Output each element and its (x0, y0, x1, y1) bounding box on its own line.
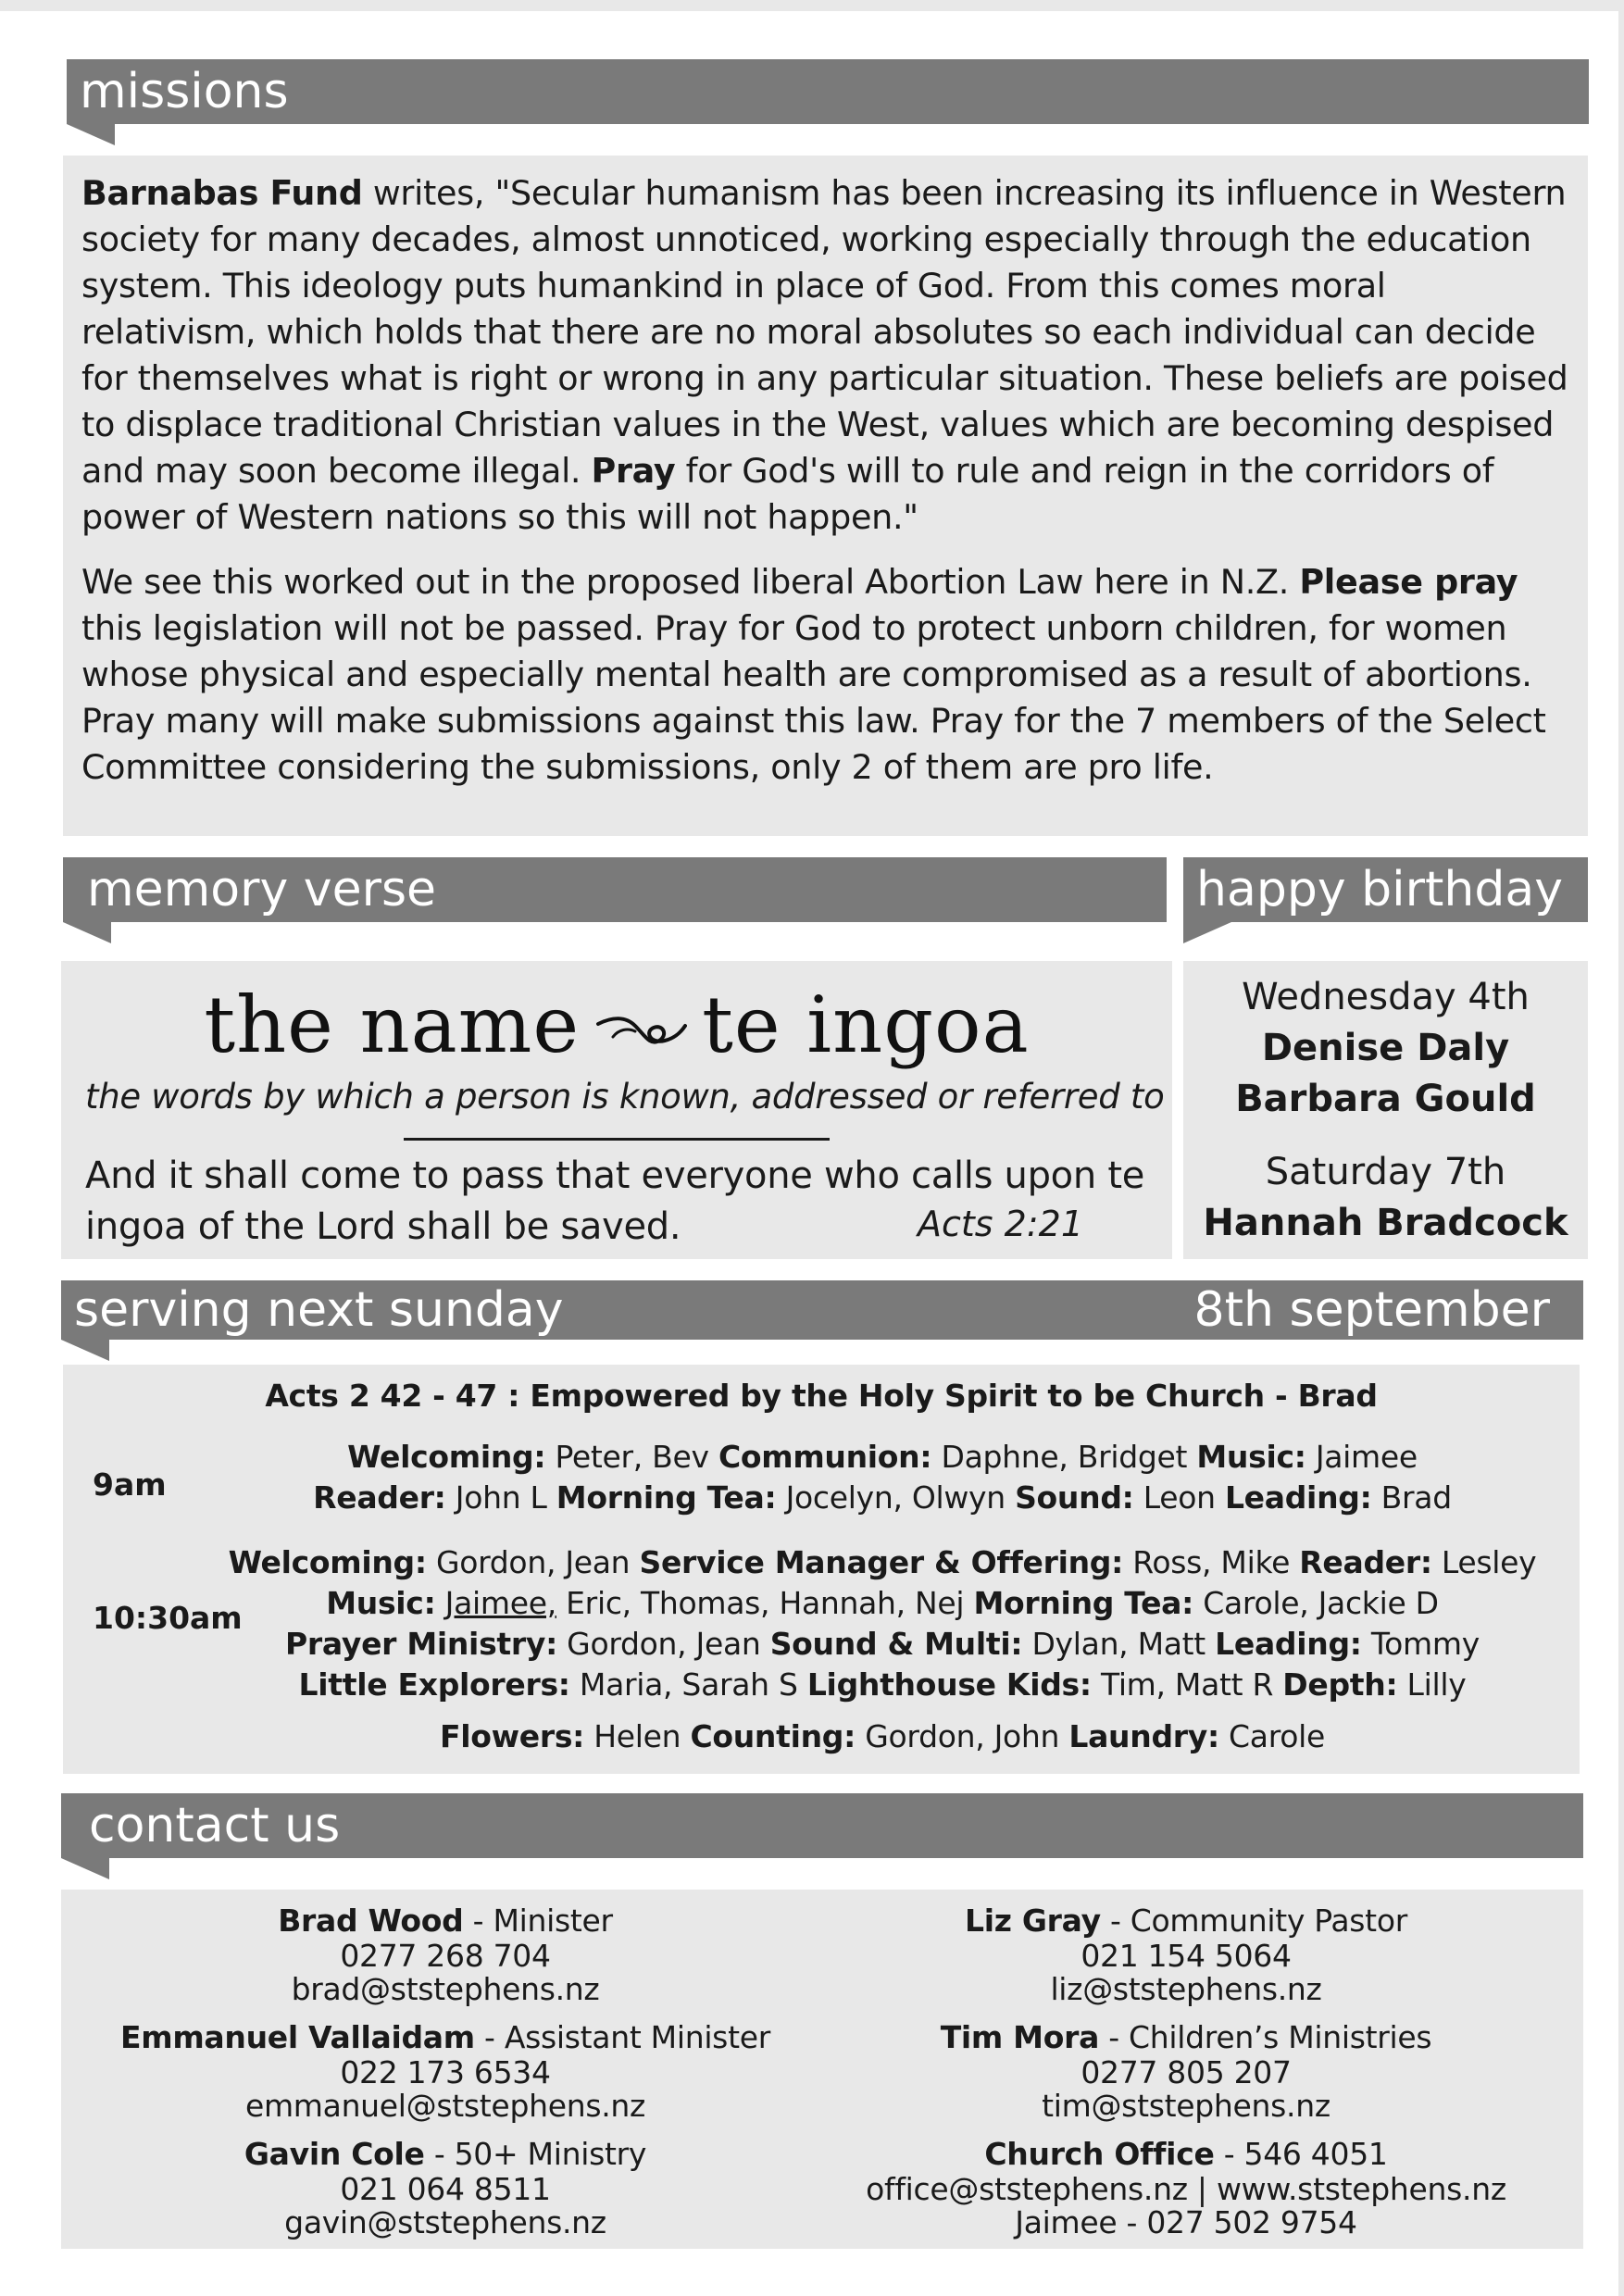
roster-label: Lighthouse Kids: (806, 1666, 1092, 1703)
roster-line (211, 1437, 1554, 1478)
contact-email: brad@ststephens.nz (291, 1971, 600, 2007)
verse-title-maori: te ingoa (702, 980, 1030, 1070)
contact-role: - Children’s Ministries (1099, 2019, 1432, 2055)
top-strip (0, 0, 1624, 11)
contact-name: Emmanuel Vallaidam (120, 2019, 475, 2055)
roster-label: Welcoming: (228, 1544, 427, 1580)
service-9am-roster (211, 1437, 1554, 1518)
extra-roster (211, 1716, 1554, 1757)
contact-column-left (61, 1903, 830, 2252)
roster-label: Depth: (1282, 1666, 1398, 1703)
contact-panel (61, 1890, 1583, 2249)
roster-label: Counting: (690, 1718, 856, 1754)
contact-phone: - 546 4051 (1214, 2136, 1388, 2172)
roster-value: Dylan, Matt (1022, 1626, 1216, 1662)
roster-value: Gordon, John (856, 1718, 1069, 1754)
birthday-name: Hannah Bradcock (1203, 1202, 1568, 1244)
roster-label: Communion: (718, 1439, 932, 1475)
contact-phone: 0277 805 207 (1081, 2054, 1292, 2090)
roster-label: Laundry: (1068, 1718, 1219, 1754)
roster-value: Gordon, Jean (426, 1544, 640, 1580)
roster-line (211, 1665, 1554, 1705)
verse-reference: Acts 2:21 (918, 1204, 1083, 1244)
contact-name: Liz Gray (965, 1903, 1101, 1939)
missions-panel (63, 156, 1588, 836)
birthday-panel (1183, 961, 1588, 1259)
right-edge-strip (1618, 0, 1624, 2296)
roster-value-underlined: Jaimee, (444, 1585, 556, 1621)
contact-entry-title (61, 1903, 830, 1940)
roster-value: Jaimee (1305, 1439, 1418, 1475)
header-tab (63, 922, 111, 943)
missions-pray: Pray (591, 451, 676, 491)
missions-text-1b: for God's will to rule and reign in the corridors of power of Western nations so this will not happen." (81, 451, 1494, 537)
roster-label: Little Explorers: (298, 1666, 570, 1703)
roster-line (211, 1624, 1554, 1665)
roster-label: Sound: (1015, 1479, 1134, 1516)
contact-web: office@ststephens.nz | www.ststephens.nz (866, 2171, 1506, 2207)
roster-label: Morning Tea: (973, 1585, 1194, 1621)
missions-header (67, 59, 1589, 124)
service-time-9am: 9am (93, 1466, 167, 1503)
contact-spacer (802, 2123, 1570, 2136)
header-tab (61, 1858, 109, 1879)
roster-value: Helen (584, 1718, 691, 1754)
birthday-header (1183, 857, 1588, 922)
roster-label: Sound & Multi: (769, 1626, 1023, 1662)
contact-name: Brad Wood (278, 1903, 464, 1939)
roster-label: Morning Tea: (556, 1479, 777, 1516)
roster-label: Music: (1196, 1439, 1306, 1475)
missions-text-2b: this legislation will not be passed. Pray for God to protect unborn children, for women whose physical and especially mental health are compromised as a result of abortions. Pray many will make submissions against this law. Pray for the 7 members of the Select Committee considering the submissions, only 2 of them are pro life. (81, 608, 1546, 787)
verse-divider (404, 1138, 830, 1141)
contact-email: gavin@ststephens.nz (284, 2204, 606, 2240)
contact-name: Tim Mora (940, 2019, 1100, 2055)
header-tab (67, 124, 115, 145)
contact-phone: 0277 268 704 (340, 1938, 551, 1974)
roster-value: Tim, Matt R (1091, 1666, 1283, 1703)
contact-role: - Assistant Minister (474, 2019, 770, 2055)
contact-email: tim@ststephens.nz (1042, 2088, 1330, 2124)
roster-line (211, 1542, 1554, 1583)
contact-entry-title (61, 2019, 830, 2056)
verse-line-2: ingoa of the Lord shall be saved. (85, 1205, 681, 1248)
memory-verse-header (63, 857, 1167, 922)
roster-value: Carole (1218, 1718, 1326, 1754)
birthday-header-title: happy birthday (1196, 862, 1563, 917)
contact-phone: 022 173 6534 (340, 2054, 551, 2090)
roster-value: John L (445, 1479, 556, 1516)
roster-value: Daphne, Bridget (931, 1439, 1197, 1475)
serving-panel (63, 1365, 1580, 1774)
contact-column-right (802, 1903, 1570, 2240)
roster-label: Flowers: (439, 1718, 585, 1754)
contact-spacer (61, 2123, 830, 2136)
roster-label: Service Manager & Offering: (639, 1544, 1124, 1580)
memory-verse-header-title: memory verse (87, 862, 437, 917)
roster-label: Welcoming: (347, 1439, 546, 1475)
memory-verse-panel (61, 961, 1172, 1259)
contact-entry-title (802, 1903, 1570, 1940)
sermon-text: Acts 2 42 - 47 : Empowered by the Holy Spirit to be Church - Brad (265, 1378, 1378, 1414)
birthday-name: Denise Daly (1261, 1027, 1510, 1069)
header-tab (61, 1340, 109, 1361)
missions-paragraph-1 (81, 170, 1569, 541)
contact-role: - 50+ Ministry (424, 2136, 647, 2172)
birthday-day-2: Saturday 7th (1265, 1151, 1506, 1193)
verse-title-english: the name (204, 980, 581, 1070)
roster-line (211, 1716, 1554, 1757)
birthday-day-1: Wednesday 4th (1242, 976, 1530, 1018)
roster-label: Music: (326, 1585, 436, 1621)
missions-please-pray: Please pray (1299, 562, 1518, 602)
serving-header (61, 1280, 1583, 1340)
contact-phone: 021 064 8511 (340, 2171, 551, 2207)
contact-role: - Minister (463, 1903, 613, 1939)
roster-value: Brad (1371, 1479, 1452, 1516)
missions-text-1a: writes, "Secular humanism has been increasing its influence in Western society for many decades, almost unnoticed, working especially through the education system. This ideology puts humankind in place of God. From this comes moral relativism, which holds that there are no moral absolutes so each individual can decide for themselves what is right or wrong in any particular situation. These beliefs are poised to displace traditional Christian values in the West, values which are becoming despised and may soon become illegal. (81, 173, 1568, 491)
contact-entry-title (802, 2019, 1570, 2056)
roster-value: Jocelyn, Olwyn (776, 1479, 1016, 1516)
contact-office (802, 2136, 1570, 2173)
verse-definition: the words by which a person is known, addressed or referred to (85, 1077, 1165, 1117)
contact-role: - Community Pastor (1100, 1903, 1407, 1939)
swirl-ornament-icon (594, 1013, 687, 1050)
contact-header (61, 1793, 1583, 1858)
roster-label: Reader: (313, 1479, 446, 1516)
contact-extra: Jaimee - 027 502 9754 (1015, 2204, 1357, 2240)
contact-spacer (61, 2006, 830, 2019)
missions-text-2a: We see this worked out in the proposed liberal Abortion Law here in N.Z. (81, 562, 1300, 602)
verse-title (61, 980, 1172, 1070)
birthday-name: Barbara Gould (1235, 1078, 1536, 1120)
roster-line (211, 1583, 1554, 1624)
roster-value: Lesley (1431, 1544, 1537, 1580)
header-tab (1183, 922, 1231, 943)
verse-line-1: And it shall come to pass that everyone who calls upon te (85, 1154, 1145, 1197)
serving-date: 8th september (1193, 1282, 1550, 1338)
contact-email: emmanuel@ststephens.nz (244, 2088, 646, 2124)
roster-value: Gordon, Jean (556, 1626, 770, 1662)
contact-right-people (802, 1903, 1570, 2136)
roster-value: Tommy (1361, 1626, 1480, 1662)
contact-spacer (802, 2006, 1570, 2019)
contact-name: Gavin Cole (244, 2136, 425, 2172)
missions-paragraph-2 (81, 559, 1569, 791)
roster-label: Leading: (1215, 1626, 1362, 1662)
roster-line (211, 1478, 1554, 1518)
missions-lead: Barnabas Fund (81, 173, 363, 213)
contact-header-title: contact us (89, 1798, 341, 1853)
roster-value: Maria, Sarah S (569, 1666, 807, 1703)
sermon-title (63, 1376, 1580, 1416)
contact-phone: 021 154 5064 (1081, 1938, 1292, 1974)
serving-header-title: serving next sunday (74, 1282, 564, 1338)
contact-spacer (61, 2240, 830, 2252)
contact-email: liz@ststephens.nz (1050, 1971, 1322, 2007)
roster-value: Ross, Mike (1123, 1544, 1300, 1580)
roster-label: Reader: (1299, 1544, 1432, 1580)
contact-entry-title (61, 2136, 830, 2173)
missions-header-title: missions (80, 64, 289, 119)
service-time-1030am: 10:30am (93, 1600, 243, 1636)
roster-value: Leon (1133, 1479, 1225, 1516)
roster-value: Peter, Bev (545, 1439, 718, 1475)
contact-name: Church Office (984, 2136, 1215, 2172)
roster-value: Lilly (1397, 1666, 1467, 1703)
service-1030am-roster (211, 1542, 1554, 1705)
roster-label: Leading: (1224, 1479, 1372, 1516)
roster-value: Eric, Thomas, Hannah, Nej (556, 1585, 974, 1621)
roster-label: Prayer Ministry: (285, 1626, 557, 1662)
roster-value: Carole, Jackie D (1193, 1585, 1439, 1621)
